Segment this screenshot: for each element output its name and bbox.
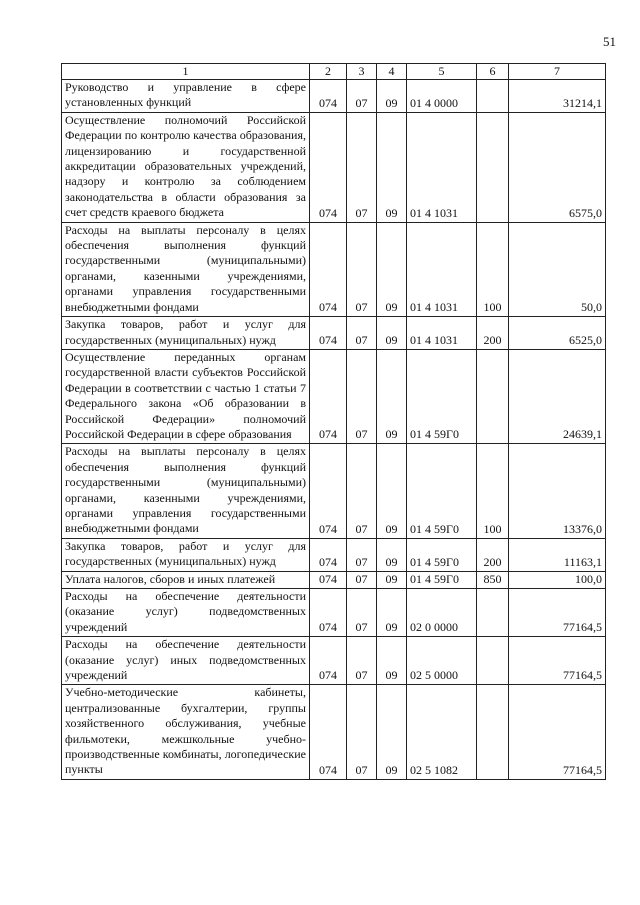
row-amount-cell: 24639,1 [509, 349, 606, 443]
row-code-cell: 074 [310, 589, 347, 637]
row-amount-cell: 77164,5 [509, 589, 606, 637]
row-name-cell: Закупка товаров, работ и услуг для государственных (муниципальных) нужд [62, 538, 310, 571]
row-name-cell: Закупка товаров, работ и услуг для государственных (муниципальных) нужд [62, 317, 310, 350]
row-subsection-cell: 09 [377, 571, 407, 588]
row-section-cell: 07 [347, 222, 377, 316]
row-expense-type-cell [477, 349, 509, 443]
table-row [62, 589, 606, 637]
row-subsection-cell: 09 [377, 637, 407, 685]
row-expense-type-cell: 200 [477, 538, 509, 571]
header-cell-2: 2 [310, 64, 347, 80]
table-row [62, 349, 606, 443]
row-target-article-cell: 02 0 0000 [407, 589, 477, 637]
row-code-cell: 074 [310, 444, 347, 538]
header-cell-3: 3 [347, 64, 377, 80]
row-code-cell: 074 [310, 112, 347, 222]
table-row [62, 685, 606, 779]
row-amount-cell: 6525,0 [509, 317, 606, 350]
row-amount-cell: 11163,1 [509, 538, 606, 571]
row-subsection-cell: 09 [377, 685, 407, 779]
row-name-cell: Руководство и управление в сфере установленных функций [62, 80, 310, 113]
row-name-cell: Расходы на выплаты персоналу в целях обеспечения выполнения функций государственными (муниципальными) органами, казенными учреждениями, органами управления государственными внебюджетными фондами [62, 222, 310, 316]
row-amount-cell: 77164,5 [509, 685, 606, 779]
row-name-cell: Расходы на обеспечение деятельности (оказание услуг) иных подведомственных учреждений [62, 637, 310, 685]
header-cell-4: 4 [377, 64, 407, 80]
row-expense-type-cell [477, 80, 509, 113]
row-subsection-cell: 09 [377, 222, 407, 316]
row-section-cell: 07 [347, 317, 377, 350]
row-subsection-cell: 09 [377, 317, 407, 350]
row-target-article-cell: 01 4 59Г0 [407, 571, 477, 588]
table-row [62, 571, 606, 588]
row-subsection-cell: 09 [377, 538, 407, 571]
row-target-article-cell: 01 4 1031 [407, 222, 477, 316]
budget-table [61, 63, 606, 780]
row-target-article-cell: 02 5 0000 [407, 637, 477, 685]
row-code-cell: 074 [310, 571, 347, 588]
table-header-row [62, 64, 606, 80]
row-expense-type-cell [477, 637, 509, 685]
row-code-cell: 074 [310, 685, 347, 779]
row-amount-cell: 50,0 [509, 222, 606, 316]
header-cell-1: 1 [62, 64, 310, 80]
row-code-cell: 074 [310, 317, 347, 350]
row-target-article-cell: 01 4 59Г0 [407, 444, 477, 538]
row-expense-type-cell [477, 685, 509, 779]
page-number: 51 [603, 34, 616, 49]
row-section-cell: 07 [347, 538, 377, 571]
row-amount-cell: 31214,1 [509, 80, 606, 113]
row-section-cell: 07 [347, 349, 377, 443]
row-target-article-cell: 01 4 1031 [407, 317, 477, 350]
row-section-cell: 07 [347, 444, 377, 538]
row-section-cell: 07 [347, 589, 377, 637]
header-cell-7: 7 [509, 64, 606, 80]
row-expense-type-cell: 100 [477, 444, 509, 538]
row-expense-type-cell: 200 [477, 317, 509, 350]
row-code-cell: 074 [310, 349, 347, 443]
table-row [62, 222, 606, 316]
row-section-cell: 07 [347, 80, 377, 113]
row-target-article-cell: 02 5 1082 [407, 685, 477, 779]
row-name-cell: Учебно-методические кабинеты, централизованные бухгалтерии, группы хозяйственного обслуживания, учебные фильмотеки, межшкольные учебно-производственные комбинаты, логопедические пункты [62, 685, 310, 779]
row-code-cell: 074 [310, 637, 347, 685]
row-section-cell: 07 [347, 637, 377, 685]
row-section-cell: 07 [347, 571, 377, 588]
row-amount-cell: 13376,0 [509, 444, 606, 538]
header-cell-5: 5 [407, 64, 477, 80]
table-row [62, 637, 606, 685]
row-amount-cell: 100,0 [509, 571, 606, 588]
header-cell-6: 6 [477, 64, 509, 80]
row-subsection-cell: 09 [377, 349, 407, 443]
row-code-cell: 074 [310, 80, 347, 113]
row-expense-type-cell: 850 [477, 571, 509, 588]
row-name-cell: Уплата налогов, сборов и иных платежей [62, 571, 310, 588]
row-target-article-cell: 01 4 0000 [407, 80, 477, 113]
row-expense-type-cell [477, 112, 509, 222]
table-row [62, 80, 606, 113]
table-row [62, 317, 606, 350]
row-section-cell: 07 [347, 685, 377, 779]
row-code-cell: 074 [310, 538, 347, 571]
row-subsection-cell: 09 [377, 112, 407, 222]
row-name-cell: Осуществление переданных органам государственной власти субъектов Российской Федерации в соответствии с частью 1 статьи 7 Федерального закона «Об образовании в Российской Федерации» полномочий Российской Федерации в сфере образования [62, 349, 310, 443]
row-amount-cell: 6575,0 [509, 112, 606, 222]
row-subsection-cell: 09 [377, 589, 407, 637]
table-row [62, 444, 606, 538]
row-name-cell: Расходы на обеспечение деятельности (оказание услуг) подведомственных учреждений [62, 589, 310, 637]
row-amount-cell: 77164,5 [509, 637, 606, 685]
row-expense-type-cell: 100 [477, 222, 509, 316]
table-row [62, 112, 606, 222]
row-expense-type-cell [477, 589, 509, 637]
row-target-article-cell: 01 4 59Г0 [407, 538, 477, 571]
row-section-cell: 07 [347, 112, 377, 222]
table-row [62, 538, 606, 571]
row-subsection-cell: 09 [377, 444, 407, 538]
row-subsection-cell: 09 [377, 80, 407, 113]
row-name-cell: Осуществление полномочий Российской Федерации по контролю качества образования, лицензированию и государственной аккредитации образовательных учреждений, надзору и контролю за соблюдением законодательства в области образования за счет средств краевого бюджета [62, 112, 310, 222]
row-target-article-cell: 01 4 59Г0 [407, 349, 477, 443]
row-name-cell: Расходы на выплаты персоналу в целях обеспечения выполнения функций государственными (муниципальными) органами, казенными учреждениями, органами управления государственными внебюджетными фондами [62, 444, 310, 538]
row-target-article-cell: 01 4 1031 [407, 112, 477, 222]
row-code-cell: 074 [310, 222, 347, 316]
